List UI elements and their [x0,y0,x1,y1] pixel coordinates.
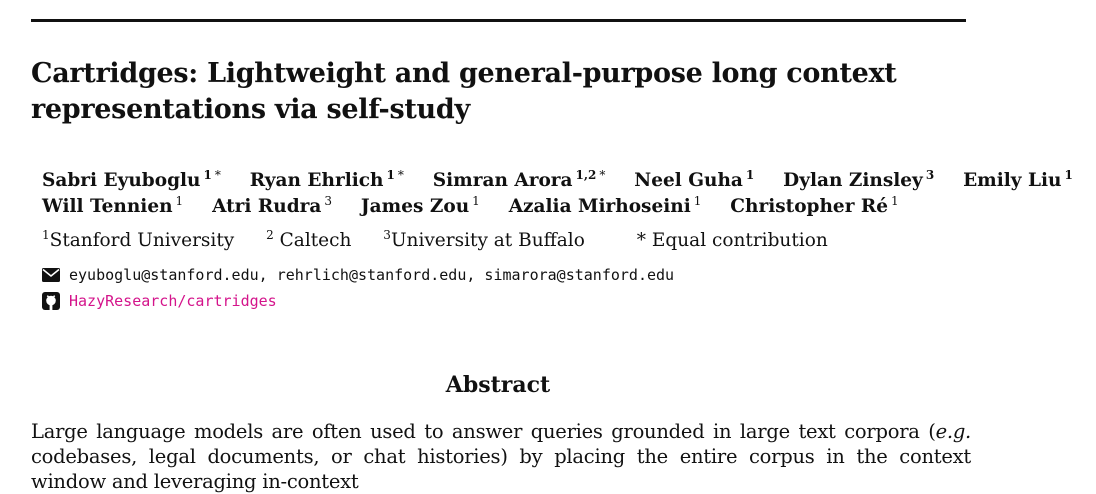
author [250,168,404,191]
author [783,168,934,191]
author [509,194,702,217]
author-row-1 [42,168,1073,194]
author-affiliation: 1 [203,168,212,182]
author-affiliation: 1 [386,168,395,182]
affiliation [42,230,234,251]
abstract-eg: e.g. [935,420,971,443]
author-affiliation: 1 [1064,168,1073,182]
author [634,168,754,191]
abstract-line-2: documents, or chat histories) by placing the entire corpus in the context window and leveraging in-context [31,445,971,493]
affiliation-list [42,230,854,251]
envelope-icon [42,266,60,284]
author-affiliation: 1 [175,194,184,208]
affiliation-mark: 2 [266,228,274,242]
author-name: Will Tennien [42,196,173,217]
github-icon [42,292,60,310]
abstract-line-1b: codebases, legal [31,445,196,468]
equal-contribution-mark: * [599,168,606,182]
author [963,168,1073,191]
repo-link[interactable]: HazyResearch/cartridges [69,292,277,310]
author [730,194,898,217]
affiliation-name: University at Buffalo [390,230,585,251]
author-name: Dylan Zinsley [783,170,923,191]
abstract-heading: Abstract [445,372,551,398]
author-affiliation: 1 [745,168,755,182]
top-rule [31,19,966,22]
affiliation-mark: 3 [383,228,391,242]
abstract-text [31,419,971,494]
repo-row [42,290,277,312]
author [42,194,183,217]
author [42,168,221,191]
author-affiliation: 1 [472,194,480,208]
abstract-line-1a: Large language models are often used to answer queries grounded in large text corpora ( [31,420,936,443]
author-affiliation: 1,2 [575,168,597,182]
author-emails[interactable]: eyuboglu@stanford.edu, rehrlich@stanford.edu, simarora@stanford.edu [69,266,675,284]
affiliation [383,230,585,251]
email-row [42,264,674,286]
author-name: Ryan Ehrlich [249,170,384,191]
equal-contribution-mark: * [214,168,221,182]
affiliation-name: Stanford University [49,230,235,251]
affiliation [266,230,351,251]
author-name: James Zou [360,196,470,217]
author-name: Neel Guha [634,170,743,191]
affiliation-mark: 1 [42,228,50,242]
author-affiliation: 3 [925,168,935,182]
author [361,194,480,217]
author-name: Azalia Mirhoseini [508,196,691,217]
author-list [42,168,1073,220]
author-affiliation: 1 [891,194,899,208]
author-name: Atri Rudra [212,196,322,217]
author-name: Simran Arora [432,170,573,191]
author-name: Sabri Eyuboglu [42,170,201,191]
equal-contribution-note: * Equal contribution [636,230,828,251]
author [433,168,606,191]
paper-title: Cartridges: Lightweight and general-purpose long context representations via self-study [31,58,897,125]
equal-contribution-mark: * [397,168,404,182]
author-name: Emily Liu [963,170,1062,191]
author-affiliation: 1 [693,194,702,208]
author [212,194,332,217]
author-affiliation: 3 [324,194,333,208]
author-name: Christopher Ré [730,196,889,217]
affiliation-name: Caltech [279,230,352,251]
author-row-2 [42,194,992,220]
